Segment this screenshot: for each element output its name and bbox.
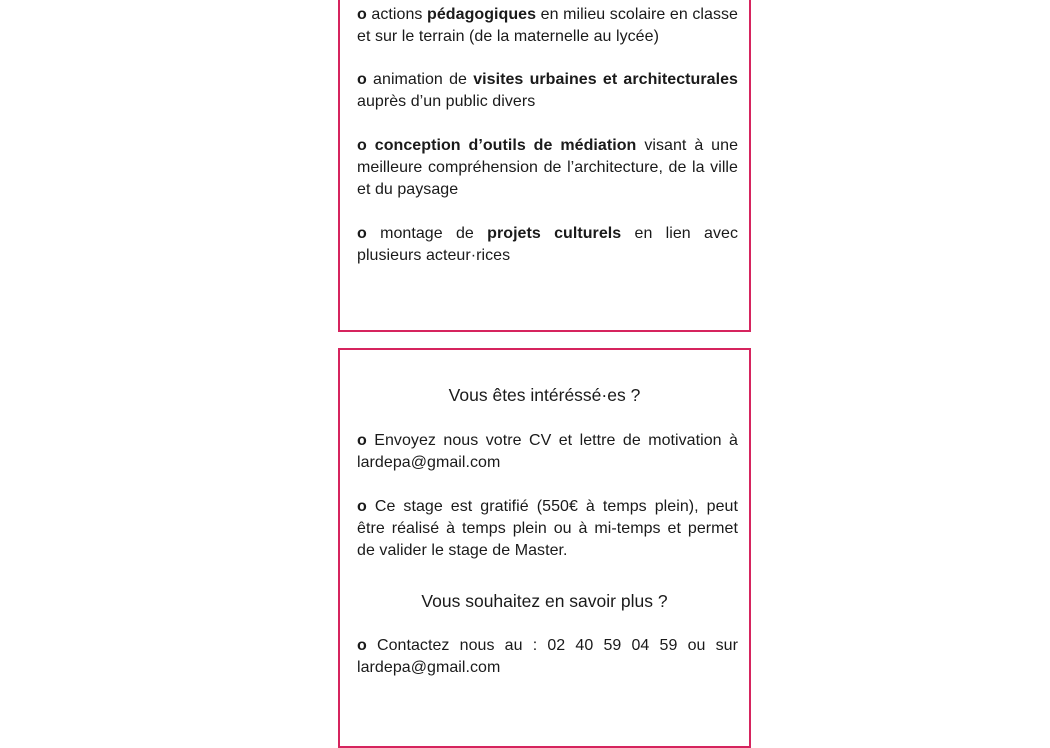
mission-item-pedagogical-actions (357, 4, 738, 48)
missions-card (338, 0, 751, 332)
interested-heading: Vous êtes intéréssé·es ? (448, 385, 641, 405)
apply-item-send-cv (357, 430, 738, 474)
contact-item-text: Contactez nous au : 02 40 59 04 59 ou sur lardepa@gmail.com (357, 637, 738, 676)
mission-item-post: visant à une meilleure compréhension de l’architecture, de la ville et du paysage (357, 137, 739, 198)
bullet-marker: o (357, 637, 367, 654)
bullet-marker: o (357, 498, 367, 515)
mission-item-pre: montage de (380, 225, 474, 242)
more-info-heading: Vous souhaitez en savoir plus ? (421, 591, 668, 611)
apply-item-text: Envoyez nous votre CV et lettre de motivation à lardepa@gmail.com (357, 432, 738, 471)
mission-item-pre: animation de (373, 71, 467, 88)
mission-item-mediation-tools (357, 135, 738, 201)
mission-item-urban-visits (357, 69, 738, 113)
bullet-marker: o (357, 6, 367, 23)
apply-item-internship-pay (357, 496, 738, 562)
application-card (338, 348, 751, 748)
bullet-marker: o (357, 432, 367, 449)
bullet-marker: o (357, 137, 367, 154)
bullet-marker: o (357, 225, 367, 242)
mission-item-bold: visites urbaines et architecturales (473, 71, 738, 88)
mission-item-post: en lien avec plusieurs acteur·rices (357, 225, 739, 264)
apply-item-text: Ce stage est gratifié (550€ à temps plein), peut être réalisé à temps plein ou à mi-temps et permet de valider le stage de Master. (357, 498, 738, 559)
mission-item-bold: pédagogiques (427, 6, 537, 23)
mission-item-cultural-projects (357, 223, 738, 267)
mission-item-post: auprès d’un public divers (357, 93, 536, 110)
contact-item-phone-email (357, 635, 738, 679)
mission-item-pre: actions (371, 6, 423, 23)
mission-item-post: en milieu scolaire en classe et sur le terrain (de la maternelle au lycée) (357, 6, 739, 45)
mission-item-bold: projets culturels (487, 225, 622, 242)
bullet-marker: o (357, 71, 367, 88)
mission-item-bold: conception d’outils de médiation (374, 137, 637, 154)
